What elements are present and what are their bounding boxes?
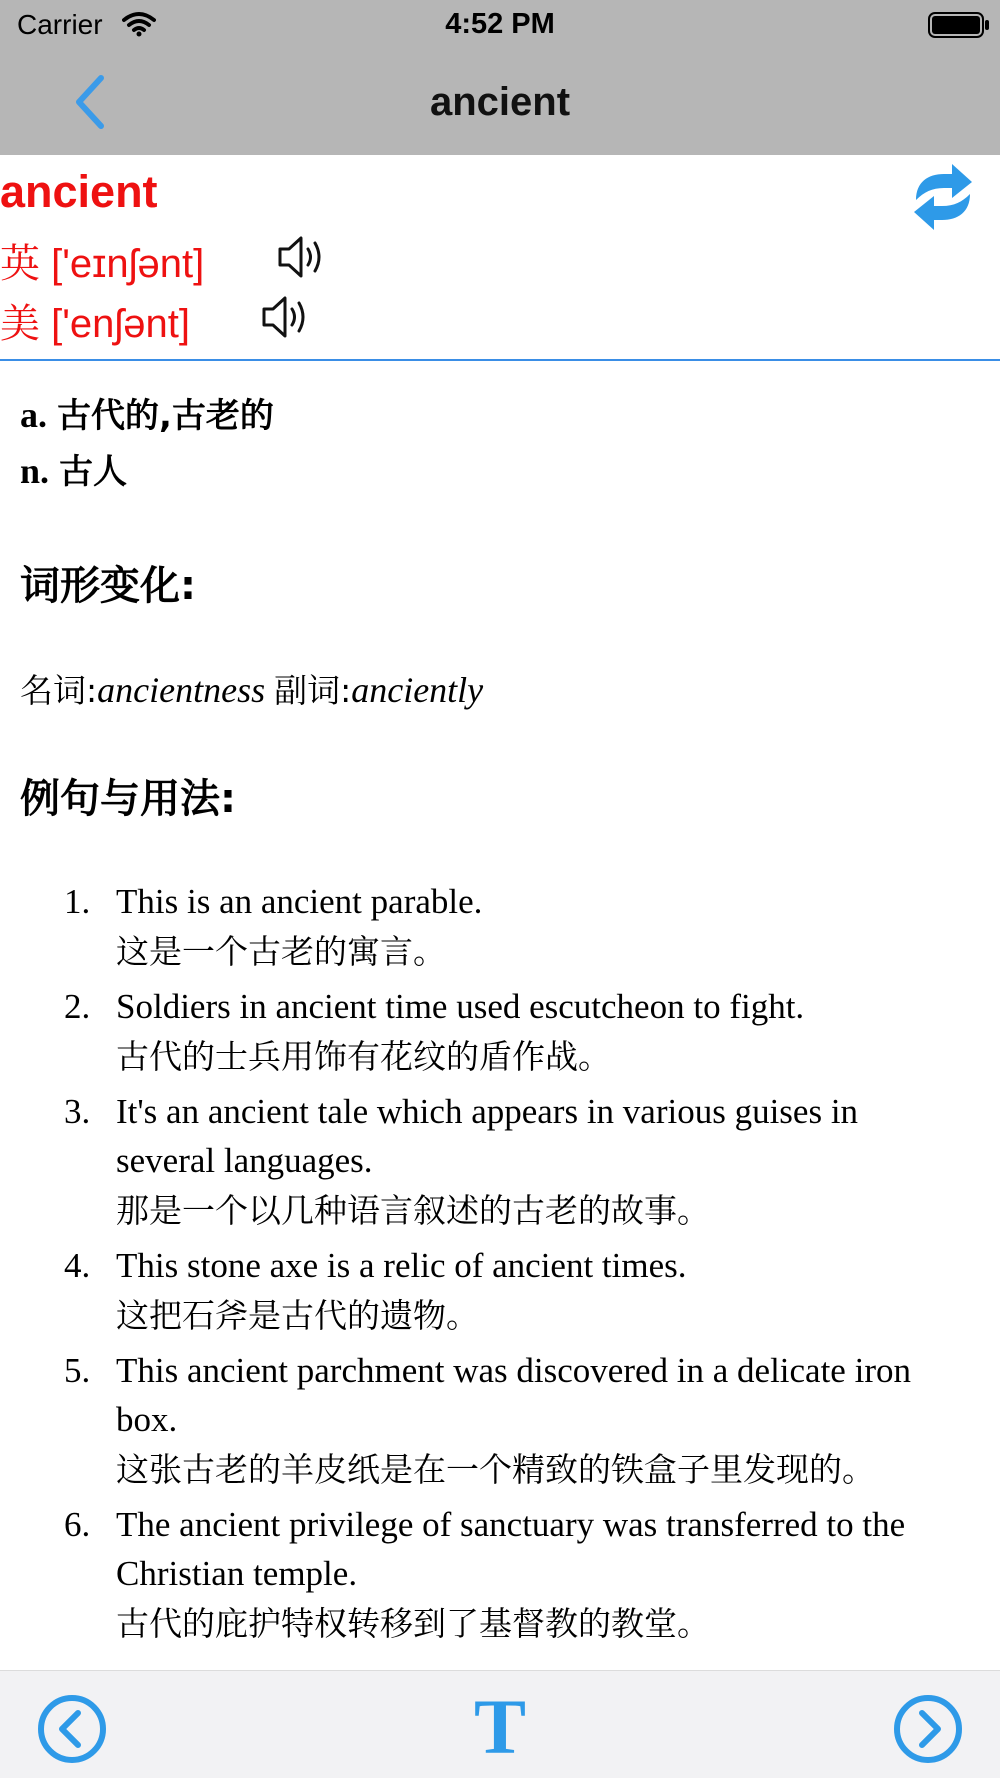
definition-line — [20, 444, 950, 500]
header-divider — [0, 359, 1000, 361]
example-item — [20, 1346, 950, 1496]
us-ipa: ['enʃənt] — [51, 302, 190, 346]
page-title: ancient — [429, 80, 571, 124]
speaker-icon — [276, 232, 328, 282]
noun-form: ancientness — [97, 670, 266, 710]
example-number: 2. — [64, 987, 91, 1026]
uk-pronunciation — [0, 232, 204, 289]
example-chinese: 这张古老的羊皮纸是在一个精致的铁盒子里发现的。 — [116, 1450, 875, 1489]
us-label: 美 — [0, 302, 40, 346]
example-english: Soldiers in ancient time used escutcheon to fight. — [116, 987, 805, 1026]
uk-ipa: ['eɪnʃənt] — [51, 242, 205, 286]
example-item — [20, 1241, 950, 1342]
example-english: It's an ancient tale which appears in various guises in several languages. — [116, 1092, 859, 1180]
uk-label: 英 — [0, 242, 40, 286]
example-item — [20, 1087, 950, 1237]
examples-list — [20, 877, 950, 1650]
status-time: 4:52 PM — [445, 8, 555, 40]
us-pronunciation — [0, 292, 190, 349]
noun-form-label: 名词: — [20, 671, 98, 710]
part-of-speech: n. — [20, 451, 50, 491]
status-bar — [0, 0, 1000, 50]
example-english: The ancient privilege of sanctuary was transferred to the Christian temple. — [116, 1505, 906, 1593]
example-chinese: 这把石斧是古代的遗物。 — [116, 1296, 479, 1335]
example-number: 1. — [64, 882, 91, 921]
chevron-left-circle-icon — [36, 1693, 108, 1765]
chevron-right-circle-icon — [892, 1693, 964, 1765]
definition-meaning: 古代的,古老的 — [57, 396, 274, 436]
examples-heading: 例句与用法: — [20, 776, 236, 822]
definition-meaning: 古人 — [59, 452, 128, 492]
font-size-button[interactable]: T — [473, 1683, 527, 1770]
example-item — [20, 877, 950, 978]
example-english: This ancient parchment was discovered in a delicate iron box. — [116, 1351, 911, 1439]
part-of-speech: a. — [20, 395, 47, 435]
previous-word-button[interactable] — [36, 1693, 108, 1765]
example-number: 6. — [64, 1505, 91, 1544]
entry-content — [20, 388, 950, 1654]
carrier-label: Carrier — [17, 9, 103, 40]
adverb-form: anciently — [351, 670, 484, 710]
bottom-toolbar — [0, 1670, 1000, 1778]
word-forms — [20, 665, 950, 716]
uk-speaker-button[interactable] — [276, 232, 328, 287]
example-item — [20, 982, 950, 1083]
refresh-icon — [910, 162, 976, 232]
example-item — [20, 1500, 950, 1650]
word-forms-heading: 词形变化: — [20, 563, 196, 609]
example-chinese: 这是一个古老的寓言。 — [116, 932, 446, 971]
next-word-button[interactable] — [892, 1693, 964, 1765]
speaker-icon — [260, 292, 312, 342]
example-chinese: 那是一个以几种语言叙述的古老的故事。 — [116, 1191, 710, 1230]
top-bar — [0, 0, 1000, 155]
example-number: 5. — [64, 1351, 91, 1390]
definition-line — [20, 388, 950, 444]
refresh-button[interactable] — [910, 162, 976, 232]
navigation-bar — [0, 50, 1000, 155]
example-chinese: 古代的庇护特权转移到了基督教的教堂。 — [116, 1604, 710, 1643]
example-number: 4. — [64, 1246, 91, 1285]
example-english: This stone axe is a relic of ancient times. — [116, 1246, 687, 1285]
example-chinese: 古代的士兵用饰有花纹的盾作战。 — [116, 1037, 611, 1076]
us-speaker-button[interactable] — [260, 292, 312, 347]
battery-icon — [928, 12, 990, 38]
headword: ancient — [0, 166, 158, 217]
adverb-form-label: 副词: — [274, 671, 352, 710]
example-number: 3. — [64, 1092, 91, 1131]
example-english: This is an ancient parable. — [116, 882, 483, 921]
